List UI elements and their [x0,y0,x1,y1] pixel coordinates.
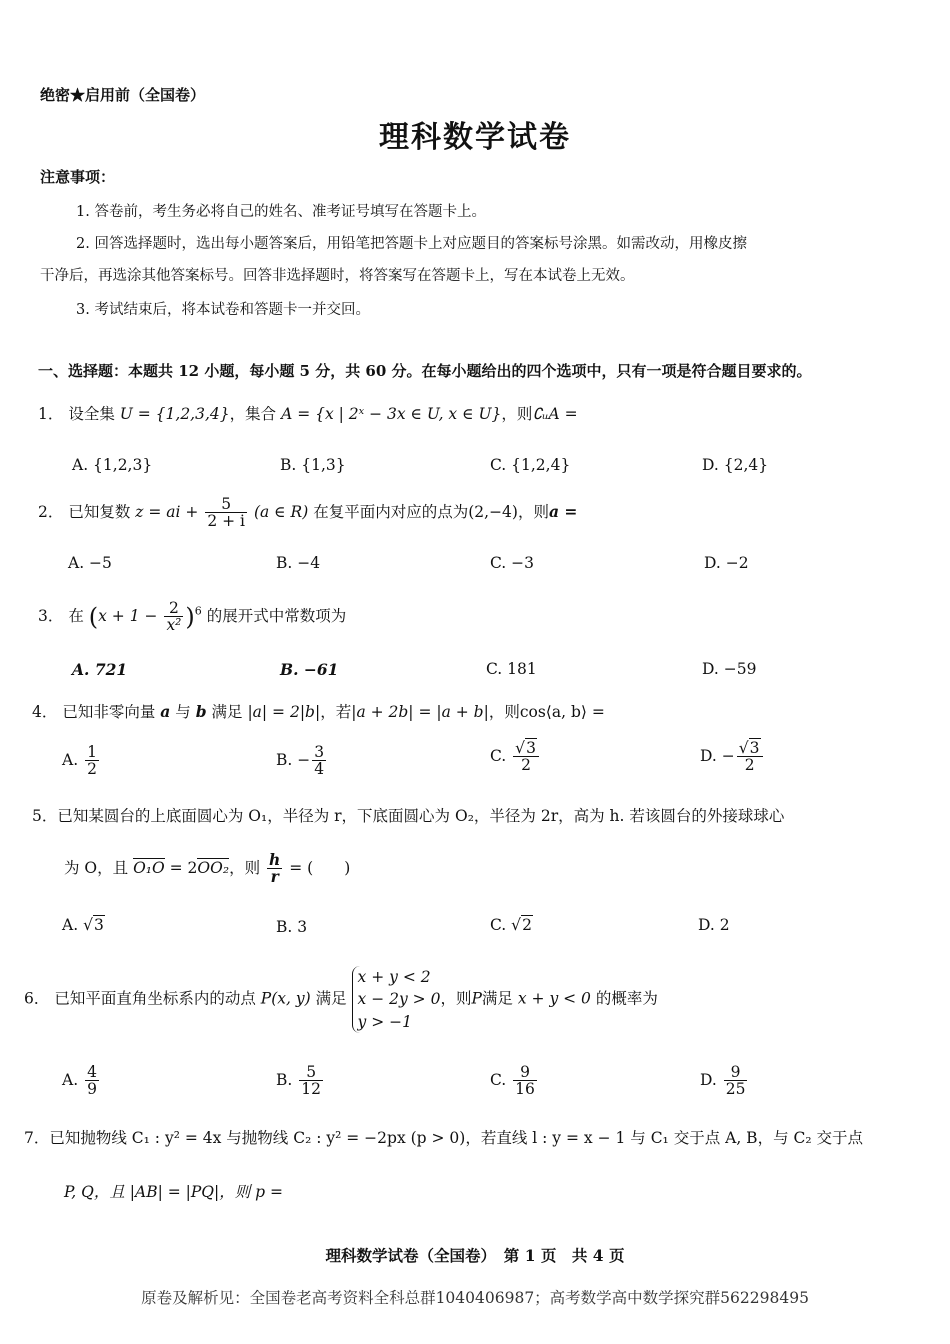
source-note: 原卷及解析见：全国卷老高考资料全科总群1040406987；高考数学高中数学探究群562298495 [141,1289,809,1307]
question-4 [32,700,605,722]
question-5-line-1 [32,804,784,826]
q6-text-b: 满足 [315,989,347,1008]
frac-num: 9 [513,1064,537,1081]
q5-option-c [490,916,533,934]
option-label: A. [62,916,79,934]
q6-text-e: 的概率为 [595,989,658,1008]
q6-text-a: 已知平面直角坐标系内的动点 [54,989,256,1008]
frac-num: 3 [314,743,325,761]
q6-inequality-system [352,966,441,1033]
option-label: B. [276,750,293,769]
question-number: 2． [38,502,64,521]
q4-text-b: 满足 [211,703,243,721]
minus-sign: − [721,746,735,765]
q4-option-c [490,740,541,774]
q3-frac-num: 2 [164,600,183,617]
question-number: 7． [24,1129,50,1147]
frac-den: 25 [725,1080,746,1099]
option-fraction [737,740,763,774]
q4-text-a: 已知非零向量 [62,703,156,721]
radicand: 2 [522,916,532,934]
q6-point: P(x, y) [260,989,311,1008]
question-number: 3． [38,606,64,625]
option-label: D. [700,746,717,765]
q6-sys-3: y > −1 [357,1012,412,1031]
frac-num: 9 [724,1064,748,1081]
frac-den: 4 [314,760,325,779]
frac-den: 16 [515,1080,535,1099]
q1-option-a: A. {1,2,3} [72,456,153,474]
q2-expr-a: z = ai + [135,502,199,521]
sqrt: √3 [738,739,760,757]
section-1-heading: 一、选择题：本题共 12 小题，每小题 5 分，共 60 分。在每小题给出的四个选项中，只有一项是符合题目要求的。 [38,362,812,380]
option-fraction [85,744,99,778]
option-fraction [513,1064,537,1098]
q4-vec-b: b [195,702,207,721]
q5-option-b: B. 3 [276,918,308,936]
q3-option-d: D. −59 [702,660,757,678]
radicand: 3 [749,739,760,757]
q6-sys-1: x + y < 2 [357,968,431,986]
q6-cond: x + y < 0 [517,989,591,1008]
q1-complement: ∁ᵤA = [532,405,578,423]
question-number: 4． [32,703,58,721]
q1-text-a: 设全集 [68,405,115,423]
option-label: C. [490,1070,507,1089]
q3-text-a: 在 [68,606,84,625]
q2-option-a: A. −5 [68,554,112,572]
q4-text-d: ，则 [488,703,520,721]
q5-line2-b: ，则 [229,858,261,877]
notice-item-2-line-2: 干净后，再选涂其他答案标号。回答非选择题时，将答案写在答题卡上，写在本试卷上无效。 [40,268,635,284]
notice-heading: 注意事项： [40,168,116,186]
sqrt: √2 [511,916,532,934]
q5-vector-1: O₁O [133,858,165,877]
q4-vec-a: a [160,702,171,721]
q3-paren-right: ) [185,602,195,631]
frac-den: 9 [87,1080,97,1099]
q2-ask: a = [548,501,578,521]
q5-option-a [62,916,105,934]
q6-option-a [62,1064,101,1098]
q4-cond-1: |a| = 2|b| [247,703,321,721]
radicand: 3 [526,739,536,757]
notice-item-1: 1. 答卷前，考生务必将自己的姓名、准考证号填写在答题卡上。 [76,204,486,220]
q1-set-a: A = {x | 2ˣ − 3x ∈ U, x ∈ U} [281,405,502,423]
page-footer: 理科数学试卷（全国卷） 第 1 页 共 4 页 [325,1246,625,1265]
q3-option-b: B. −61 [280,660,339,679]
q2-point: (2,−4) [468,502,518,521]
option-fraction [724,1064,748,1098]
sqrt: √3 [515,739,536,757]
q1-set-u: U = {1,2,3,4} [119,405,230,423]
q4-cond-2: |a + 2b| = |a + b| [351,703,489,721]
question-7-line-1 [24,1126,863,1148]
option-label: A. [62,1070,79,1089]
q6-text-d: 满足 [481,989,513,1008]
q5-line2-a: 为 O，且 [64,858,129,877]
option-fraction [312,744,326,778]
option-label: B. [276,1070,293,1089]
question-number: 1． [38,405,64,423]
q2-option-c: C. −3 [490,554,535,572]
option-label: A. [62,750,79,769]
q5-option-d: D. 2 [698,916,730,934]
q5-line1: 已知某圆台的上底面圆心为 O₁，半径为 r，下底面圆心为 O₂，半径为 2r，高为 h. 若该圆台的外接球球心 [57,807,785,825]
q5-eq: = 2 [164,858,198,877]
frac-den: 12 [301,1080,321,1099]
q4-ask: cos⟨a, b⟩ = [519,703,605,721]
minus-sign: − [297,750,311,769]
question-7-line-2: P, Q，且 |AB| = |PQ|，则 p = [64,1183,283,1201]
q1-option-b: B. {1,3} [280,456,346,474]
q3-power: 6 [194,604,202,618]
frac-num [737,740,763,757]
option-fraction [85,1064,99,1098]
q6-option-b [276,1064,325,1098]
frac-num: 4 [87,1063,97,1081]
q5-fraction [267,852,282,886]
radicand: 3 [93,916,104,934]
question-6 [24,966,658,1033]
question-number: 6． [24,989,50,1008]
q5-line2-c: = ( ) [289,858,351,877]
question-number: 5． [32,807,58,825]
sqrt: √3 [83,916,104,934]
q7-line1: 已知抛物线 C₁ : y² = 4x 与抛物线 C₂ : y² = −2px (p > 0)，若直线 l : y = x − 1 与 C₁ 交于点 A, B，与 C₂ 交于点 [49,1129,863,1147]
frac-den: 2 [87,760,97,779]
frac-den: 2 [521,756,531,775]
exam-title: 理科数学试卷 [379,120,571,155]
q2-frac-num: 5 [205,496,247,513]
question-1 [38,402,578,424]
q2-option-b: B. −4 [276,554,321,572]
option-fraction [513,740,539,774]
q6-text-c: ，则 [440,989,472,1008]
frac-num: 5 [299,1064,323,1081]
q2-text-c: ，则 [517,502,549,521]
q2-expr-b: (a ∈ R) [253,502,309,521]
frac-num: h [269,850,281,869]
q3-option-c: C. 181 [486,660,537,678]
question-2 [38,496,577,530]
q6-p: P [471,989,482,1008]
q2-text-b: 在复平面内对应的点为 [313,502,469,521]
q1-text-c: ，则 [501,405,533,423]
q4-option-a [62,744,101,778]
option-label: D. [700,1070,717,1089]
q1-option-d: D. {2,4} [702,456,769,474]
notice-item-3: 3. 考试结束后，将本试卷和答题卡一并交回。 [76,302,370,318]
q4-option-b [276,744,328,778]
q2-text-a: 已知复数 [68,502,131,521]
q4-option-d [700,740,765,774]
q5-vector-2: OO₂ [197,858,230,877]
q2-fraction [205,496,247,530]
q3-text-b: 的展开式中常数项为 [206,606,347,625]
q6-option-c [490,1064,539,1098]
q2-frac-den: 2 + i [207,512,245,531]
frac-den: r [270,867,279,887]
q3-frac-den: x² [166,616,182,635]
q3-fraction [164,600,183,634]
q3-option-a: A. 721 [72,660,128,679]
q1-option-c: C. {1,2,4} [490,456,571,474]
q4-text-c: ，若 [320,703,352,721]
q2-option-d: D. −2 [704,554,749,572]
q3-expr-a: x + 1 − [98,606,158,625]
option-fraction [299,1064,323,1098]
frac-num: 1 [87,743,97,761]
q4-text-and: 与 [175,703,191,721]
frac-num [513,740,539,757]
option-label: C. [490,916,507,934]
q3-paren-left: ( [88,602,99,631]
question-5-line-2 [64,852,350,886]
q1-text-b: ，集合 [229,405,277,423]
frac-den: 2 [744,756,755,775]
secret-label: 绝密★启用前（全国卷） [40,86,206,104]
notice-item-2-line-1: 2. 回答选择题时，选出每小题答案后，用铅笔把答题卡上对应题目的答案标号涂黑。如需改动，用橡皮擦 [76,236,747,252]
option-label: C. [490,746,507,765]
q6-sys-2: x − 2y > 0 [357,990,441,1009]
q6-option-d [700,1064,749,1098]
question-3 [38,600,346,634]
